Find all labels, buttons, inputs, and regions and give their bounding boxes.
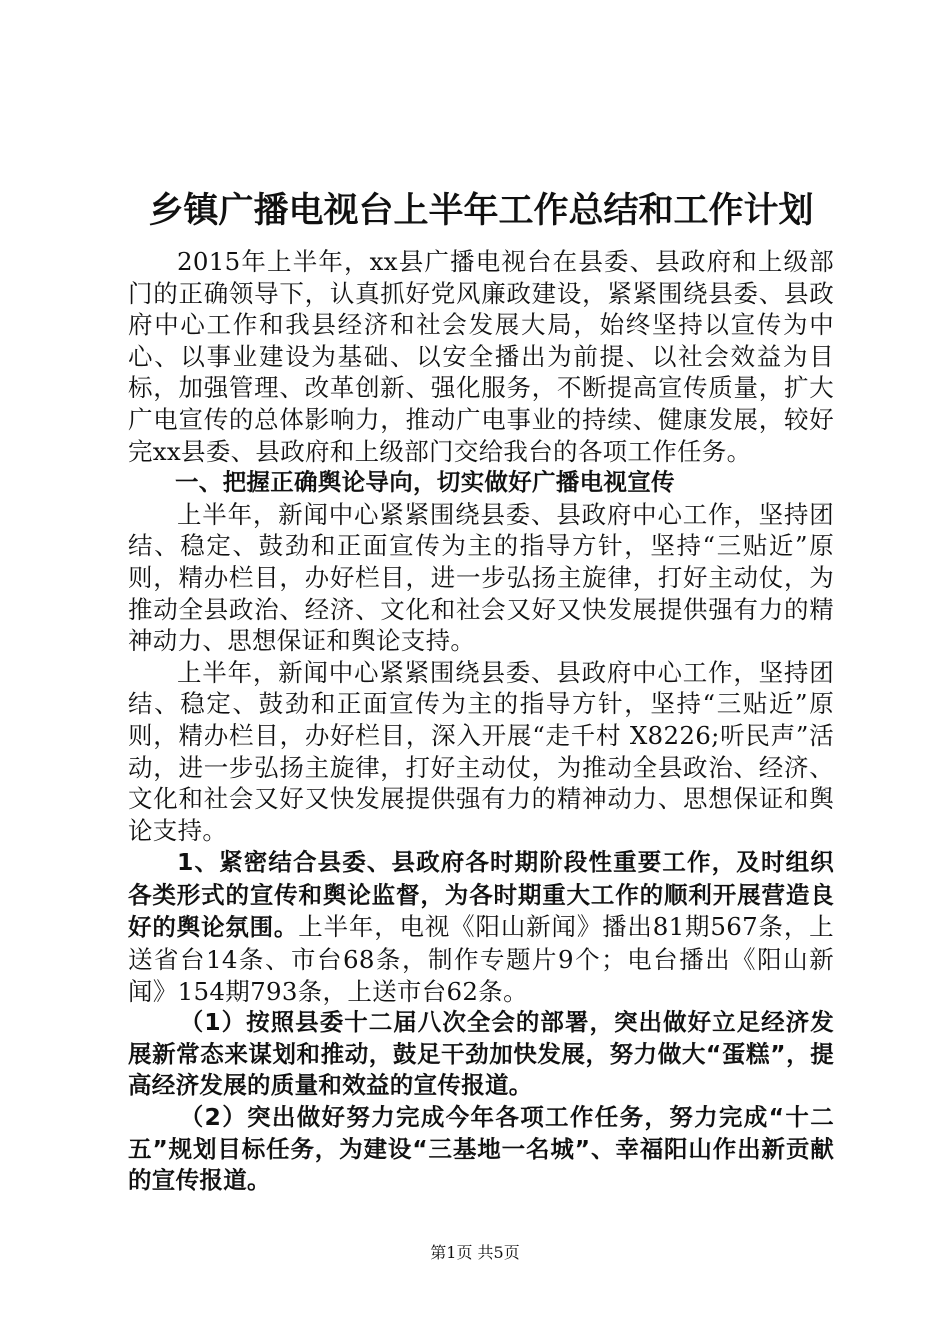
sub-item-2: （2）突出做好努力完成今年各项工作任务，努力完成“十二五”规划目标任务，为建设“三基地一名城”、幸福阳山作出新贡献的宣传报道。 [128,1103,834,1195]
item-heading: 1、紧密结合县委、县政府各时期阶段性重要工作，及时组织各类形式的宣传和舆论监督，为各时期重大工作的顺利开展营造良好的舆论氛围。 [128,848,834,942]
document-body [128,182,834,1197]
section-heading: 一、把握正确舆论导向，切实做好广播电视宣传 [175,468,675,497]
item-paragraph [128,846,834,1007]
sub-item-1: （1）按照县委十二届八次全会的部署，突出做好立足经济发展新常态来谋划和推动，鼓足干劲加快发展，努力做大“蛋糕”，提高经济发展的质量和效益的宣传报道。 [128,1008,834,1100]
paragraph: 上半年，新闻中心紧紧围绕县委、县政府中心工作，坚持团结、稳定、鼓劲和正面宣传为主的指导方针，坚持“三贴近”原则，精办栏目，办好栏目，进一步弘扬主旋律，打好主动仗，为推动全县政治、经济、文化和社会又好又快发展提供强有力的精神动力、思想保证和舆论支持。 [128,499,834,656]
intro-paragraph: 2015年上半年，xx县广播电视台在县委、县政府和上级部门的正确领导下，认真抓好党风廉政建设，紧紧围绕县委、县政府中心工作和我县经济和社会发展大局，始终坚持以宣传为中心、以事业建设为基础、以安全播出为前提、以社会效益为目标，加强管理、改革创新、强化服务，不断提高宣传质量，扩大广电宣传的总体影响力，推动广电事业的持续、健康发展，较好完xx县委、县政府和上级部门交给我台的各项工作任务。 [128,247,834,466]
item-text: 上半年，电视《阳山新闻》播出81期567条，上送省台14条、市台68条，制作专题片9个；电台播出《阳山新闻》154期793条，上送市台62条。 [128,912,834,1006]
document-title: 乡镇广播电视台上半年工作总结和工作计划 [148,191,814,231]
paragraph: 上半年，新闻中心紧紧围绕县委、县政府中心工作，坚持团结、稳定、鼓劲和正面宣传为主的指导方针，坚持“三贴近”原则，精办栏目，办好栏目，深入开展“走千村 X8226;听民声”活动，进一步弘扬主旋律，打好主动仗，为推动全县政治、经济、文化和社会又好又快发展提供强有力的精神动力、思想保证和舆论支持。 [128,657,834,845]
page-footer: 第1页 共5页 [430,1243,520,1262]
